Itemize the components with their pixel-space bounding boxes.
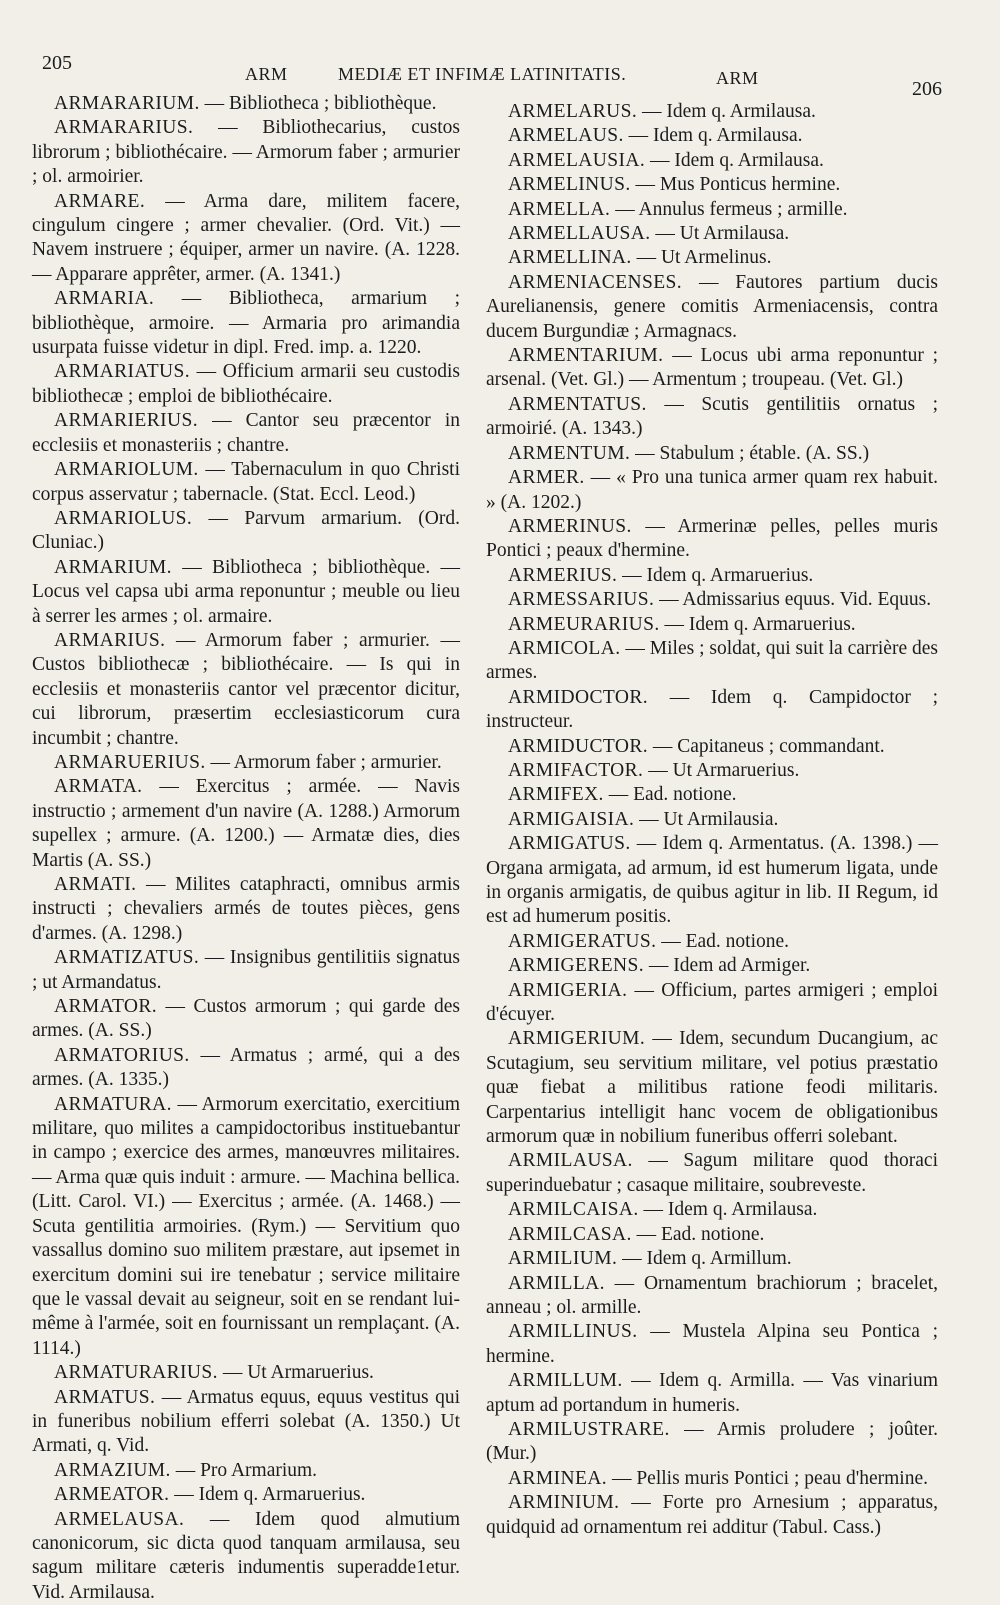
dictionary-entry (486, 100, 938, 124)
dictionary-entry (486, 808, 938, 832)
entry-headword: ARMERIUS. (508, 564, 618, 586)
entry-headword: ARMATIZATUS. (54, 947, 200, 969)
entry-headword: ARMILLINUS. (508, 1321, 638, 1343)
entry-definition: — Idem q. Armilausa. (638, 1199, 818, 1221)
page-number-right: 206 (912, 78, 942, 100)
entry-definition: — Fautores partium ducis Aurelianensis, genere comitis Armeniacensis, contra ducem Burgundiæ ; Armagnacs. (486, 271, 938, 342)
dictionary-entry (32, 629, 460, 751)
running-head-title: MEDIÆ ET INFIMÆ LATINITATIS. (338, 64, 627, 84)
entry-definition: — Armorum faber ; armurier. — Custos bibliothecæ ; bibliothécaire. — Is qui in ecclesiis et monasteriis cantor vel præcentor dicitur, cui librorum, præsertim ecclesiasticorum cura incumbit ; chantre. (32, 629, 460, 749)
entry-headword: ARMESSARIUS. (508, 589, 655, 611)
entry-definition: — Arma dare, militem facere, cingulum cingere ; armer chevalier. (Ord. Vit.) — Navem instruere ; équiper, armer un navire. (A. 1228. — Apparare apprêter, armer. (A. 1341.) (32, 190, 460, 285)
dictionary-entry (32, 1483, 460, 1507)
dictionary-entry (486, 1027, 938, 1149)
entry-definition: — Forte pro Arnesium ; apparatus, quidquid ad ornamentum rei additur (Tabul. Cass.) (486, 1492, 938, 1538)
dictionary-entry (486, 979, 938, 1028)
dictionary-entry (32, 287, 460, 360)
entry-definition: — Armis proludere ; joûter. (Mur.) (486, 1418, 938, 1465)
dictionary-entry (32, 946, 460, 995)
entry-headword: ARMILCAISA. (508, 1199, 639, 1221)
dictionary-entry (486, 1272, 938, 1321)
entry-headword: ARMATOR. (54, 996, 158, 1018)
entry-headword: ARMILCASA. (508, 1223, 632, 1245)
dictionary-entry (32, 1459, 460, 1483)
dictionary-entry (486, 686, 938, 735)
entry-definition: — Bibliotheca, armarium ; bibliothèque, armoire. — Armaria pro arimandia usurpata fuisse videtur in dipl. Fred. imp. a. 1220. (32, 288, 460, 359)
entry-headword: ARMIGERIA. (508, 979, 628, 1001)
entry-headword: ARMENIACENSES. (508, 271, 683, 293)
running-head-right: ARM (716, 68, 759, 88)
left-column (32, 92, 460, 1605)
entry-definition: — Miles ; soldat, qui suit la carrière des armes. (486, 637, 938, 684)
entry-headword: ARMARE. (54, 190, 146, 212)
entry-headword: ARMARIOLUS. (54, 507, 193, 529)
entry-headword: ARMELAUS. (508, 125, 624, 147)
entry-definition: — « Pro una tunica armer quam rex habuit. » (A. 1202.) (486, 467, 938, 513)
entry-headword: ARMELAUSA. (54, 1508, 185, 1530)
entry-headword: ARMINEA. (508, 1467, 608, 1489)
entry-definition: — Ead. notione. (631, 1223, 765, 1245)
dictionary-entry (486, 271, 938, 344)
entry-headword: ARMAZIUM. (54, 1459, 171, 1481)
dictionary-entry (486, 344, 938, 393)
entry-definition: — Mustela Alpina seu Pontica ; hermine. (486, 1321, 938, 1367)
dictionary-entry (486, 222, 938, 246)
dictionary-entry (486, 637, 938, 686)
dictionary-entry (32, 458, 460, 507)
entry-definition: — Scutis gentilitiis ornatus ; armoirié. (A. 1343.) (486, 393, 938, 440)
entry-definition: — Custos armorum ; qui garde des armes. (A. SS.) (32, 996, 460, 1042)
dictionary-entry (486, 613, 938, 637)
entry-definition: — Annulus fermeus ; armille. (610, 198, 848, 220)
entry-headword: ARMIGERIUM. (508, 1028, 646, 1050)
entry-headword: ARMELARUS. (508, 101, 638, 122)
dictionary-entry (486, 735, 938, 759)
entry-headword: ARMILUSTRARE. (508, 1418, 670, 1440)
entry-definition: — Idem q. Armilla. — Vas vinarium aptum ad portandum in humeris. (486, 1370, 938, 1416)
entry-definition: — Capitaneus ; commandant. (648, 735, 885, 757)
entry-definition: — Ead. notione. (603, 784, 737, 806)
entry-definition: — Armorum exercitatio, exercitium militare, quo milites a campidoctoribus instituebantur in campo ; exercice des armes, manœuvres militaires. — Arma quæ quis induit : armure. — Machina bellica. (Litt. Carol. VI.) — Exercitus ; armée. (A. 1468.) — Scuta gentilitia armoiries. (Rym.) — Servitium quo vassallus domino suo militem præstare, aut ipsemet in exercitum domini sui ire tenebatur ; service militaire que le vassal devait au seigneur, soit en se rendant lui-même à l'armée, soit en fournissant un remplaçant. (A. 1114.) (32, 1093, 460, 1359)
dictionary-entry (32, 873, 460, 946)
entry-definition: — Admissarius equus. Vid. Equus. (654, 589, 932, 611)
entry-definition: — Armatus equus, equus vestitus qui in funeribus nobilium efferri solebat (A. 1350.) Ut Armati, q. Vid. (32, 1386, 460, 1457)
entry-definition: — Ut Armilausia. (634, 808, 779, 830)
dictionary-entry (32, 1508, 460, 1605)
entry-headword: ARMILLA. (508, 1272, 605, 1294)
entry-definition: — Sagum militare quod thoraci superinduebatur ; casaque militaire, soubreveste. (486, 1150, 938, 1196)
dictionary-entry (32, 1093, 460, 1361)
entry-headword: ARMATI. (54, 874, 137, 895)
entry-headword: ARMER. (508, 467, 585, 489)
entry-headword: ARMATURA. (54, 1093, 172, 1115)
dictionary-entry (486, 442, 938, 466)
entry-headword: ARMELLA. (508, 198, 611, 220)
dictionary-entry (32, 360, 460, 409)
entry-headword: ARMARIA. (54, 288, 155, 310)
entry-definition: — Ead. notione. (656, 930, 790, 952)
entry-headword: ARMARARIUS. (54, 117, 194, 139)
dictionary-entry (32, 1386, 460, 1459)
entry-definition: — Ut Armilausa. (650, 223, 790, 245)
entry-headword: ARMARIUM. (54, 556, 172, 578)
entry-definition: — Ut Armelinus. (631, 247, 772, 269)
dictionary-entry (32, 995, 460, 1044)
dictionary-entry (486, 954, 938, 978)
dictionary-entry (486, 1198, 938, 1222)
entry-headword: ARMATORIUS. (54, 1044, 190, 1066)
entry-headword: ARMARIUS. (54, 629, 166, 651)
entry-definition: — Idem q. Armilausa. (645, 149, 824, 171)
dictionary-entry (32, 1361, 460, 1385)
entry-definition: — Armatus ; armé, qui a des armes. (A. 1335.) (32, 1044, 460, 1091)
entry-headword: ARMICOLA. (508, 637, 621, 659)
entry-headword: ARMARARIUM. (54, 93, 200, 114)
dictionary-entry (32, 507, 460, 556)
entry-definition: — Pellis muris Pontici ; peau d'hermine. (607, 1467, 928, 1489)
dictionary-entry (32, 190, 460, 288)
dictionary-entry (486, 1418, 938, 1467)
running-head-left: ARM (245, 64, 288, 84)
dictionary-entry (486, 564, 938, 588)
entry-headword: ARMELLAUSA. (508, 223, 651, 245)
entry-definition: — Exercitus ; armée. — Navis instructio ; armement d'un navire (A. 1288.) Armorum supellex ; armure. (A. 1200.) — Armatæ dies, dies Martis (A. SS.) (32, 776, 460, 871)
dictionary-entry (486, 246, 938, 270)
entry-headword: ARMINIUM. (508, 1492, 620, 1514)
dictionary-entry (32, 409, 460, 458)
entry-headword: ARMENTARIUM. (508, 345, 664, 367)
entry-definition: — Bibliothecarius, custos librorum ; bibliothécaire. — Armorum faber ; armurier ; ol. armoirier. (32, 117, 460, 188)
entry-headword: ARMIGAISIA. (508, 808, 635, 830)
dictionary-entry (486, 832, 938, 930)
entry-definition: — Tabernaculum in quo Christi corpus asservatur ; tabernacle. (Stat. Eccl. Leod.) (32, 459, 460, 505)
entry-headword: ARMIGERATUS. (508, 930, 657, 952)
dictionary-entry (486, 759, 938, 783)
entry-definition: — Officium, partes armigeri ; emploi d'écuyer. (486, 979, 938, 1026)
dictionary-entry (486, 783, 938, 807)
entry-definition: — Idem q. Campidoctor ; instructeur. (486, 686, 938, 733)
entry-definition: — Idem q. Armillum. (617, 1248, 792, 1270)
dictionary-entry (486, 930, 938, 954)
entry-headword: ARMARUERIUS. (54, 751, 206, 773)
entry-definition: — Idem q. Armilausa. (637, 101, 816, 122)
entry-headword: ARMIDUCTOR. (508, 735, 649, 757)
entry-definition: — Bibliotheca ; bibliothèque. — Locus vel capsa ubi arma reponuntur ; meuble ou lieu à serrer les armes ; ol. armaire. (32, 556, 460, 627)
dictionary-entry (486, 588, 938, 612)
entry-headword: ARMILIUM. (508, 1248, 618, 1270)
entry-definition: — Stabulum ; étable. (A. SS.) (630, 442, 870, 464)
entry-headword: ARMIGERENS. (508, 955, 645, 977)
dictionary-entry (486, 515, 938, 564)
dictionary-entry (486, 1149, 938, 1198)
entry-definition: — Ut Armaruerius. (217, 1362, 374, 1384)
entry-headword: ARMATUS. (54, 1386, 156, 1408)
dictionary-entry (486, 124, 938, 148)
page-header (0, 0, 1000, 100)
entry-definition: — Milites cataphracti, omnibus armis instructi ; chevaliers armés de toutes pièces, gens d'armes. (A. 1298.) (32, 874, 460, 944)
entry-definition: — Locus ubi arma reponuntur ; arsenal. (Vet. Gl.) — Armentum ; troupeau. (Vet. Gl.) (486, 345, 938, 391)
entry-headword: ARMEURARIUS. (508, 613, 660, 635)
entry-definition: — Idem quod almutium canonicorum, sic dicta quod tanquam armilausa, seu sagum militare cæteris indumentis superadde1etur. Vid. Armilausa. (32, 1508, 460, 1603)
entry-definition: — Idem q. Armentatus. (A. 1398.) — Organa armigata, ad armum, id est humerum ligata, unde in organis armigatis, de quibus agitur in lib. II Regum, id est ad humerum positis. (486, 833, 938, 928)
entry-definition: — Armorum faber ; armurier. (205, 751, 442, 773)
dictionary-entry (32, 556, 460, 629)
entry-definition: — Idem q. Armaruerius. (169, 1484, 366, 1506)
dictionary-entry (486, 1223, 938, 1247)
entry-definition: — Armerinæ pelles, pelles muris Pontici ; peaux d'hermine. (486, 515, 938, 562)
entry-definition: — Pro Armarium. (170, 1459, 318, 1481)
entry-headword: ARMARIOLUM. (54, 459, 199, 481)
dictionary-entry (32, 1044, 460, 1093)
dictionary-entry (486, 173, 938, 197)
dictionary-entry (486, 1247, 938, 1271)
dictionary-entry (32, 116, 460, 189)
entry-headword: ARMILAUSA. (508, 1150, 633, 1172)
entry-definition: — Idem ad Armiger. (644, 955, 811, 977)
dictionary-entry (32, 751, 460, 775)
entry-definition: — Idem q. Armilausa. (623, 125, 803, 147)
entry-headword: ARMIGATUS. (508, 833, 631, 855)
entry-headword: ARMENTATUS. (508, 393, 647, 415)
dictionary-entry (486, 466, 938, 515)
entry-headword: ARMATURARIUS. (54, 1362, 218, 1384)
dictionary-entry (486, 393, 938, 442)
entry-definition: — Ut Armaruerius. (643, 759, 800, 781)
dictionary-entry (486, 1320, 938, 1369)
dictionary-entry (32, 775, 460, 873)
dictionary-entry (486, 1491, 938, 1540)
entry-definition: — Idem q. Armaruerius. (659, 613, 856, 635)
dictionary-entry (486, 149, 938, 173)
entry-headword: ARMIFEX. (508, 784, 604, 806)
entry-definition: — Idem q. Armaruerius. (617, 564, 814, 586)
entry-definition: — Insignibus gentilitiis signatus ; ut Armandatus. (32, 947, 460, 993)
entry-definition: — Mus Ponticus hermine. (630, 174, 841, 196)
right-column (486, 100, 938, 1540)
entry-definition: — Bibliotheca ; bibliothèque. (199, 93, 437, 114)
entry-definition: — Parvum armarium. (Ord. Cluniac.) (32, 507, 460, 554)
entry-headword: ARMATA. (54, 776, 143, 798)
dictionary-entry (486, 1467, 938, 1491)
entry-headword: ARMELLINA. (508, 247, 632, 269)
dictionary-entry (486, 198, 938, 222)
entry-headword: ARMERINUS. (508, 515, 632, 537)
entry-definition: — Cantor seu præcentor in ecclesiis et monasteriis ; chantre. (32, 410, 460, 456)
entry-headword: ARMIDOCTOR. (508, 686, 649, 708)
entry-definition: — Ornamentum brachiorum ; bracelet, anneau ; ol. armille. (486, 1272, 938, 1318)
entry-headword: ARMILLUM. (508, 1370, 623, 1392)
entry-headword: ARMELINUS. (508, 174, 631, 196)
entry-headword: ARMENTUM. (508, 442, 631, 464)
entry-headword: ARMELAUSIA. (508, 149, 646, 171)
page-number-left: 205 (42, 52, 72, 74)
entry-definition: — Officium armarii seu custodis bibliothecæ ; emploi de bibliothécaire. (32, 361, 460, 407)
entry-headword: ARMARIERIUS. (54, 410, 199, 432)
entry-headword: ARMIFACTOR. (508, 759, 644, 781)
entry-headword: ARMEATOR. (54, 1484, 170, 1506)
dictionary-entry (486, 1369, 938, 1418)
entry-definition: — Idem, secundum Ducangium, ac Scutagium, seu servitium militare, vel potius præstatio quæ fiebat a militibus ratione feodi militaris. Carpentarius intelligit hanc vocem de obligationibus armorum quæ in nobilium funeribus offerri solebant. (486, 1028, 938, 1148)
entry-headword: ARMARIATUS. (54, 361, 191, 383)
dictionary-entry (32, 92, 460, 116)
